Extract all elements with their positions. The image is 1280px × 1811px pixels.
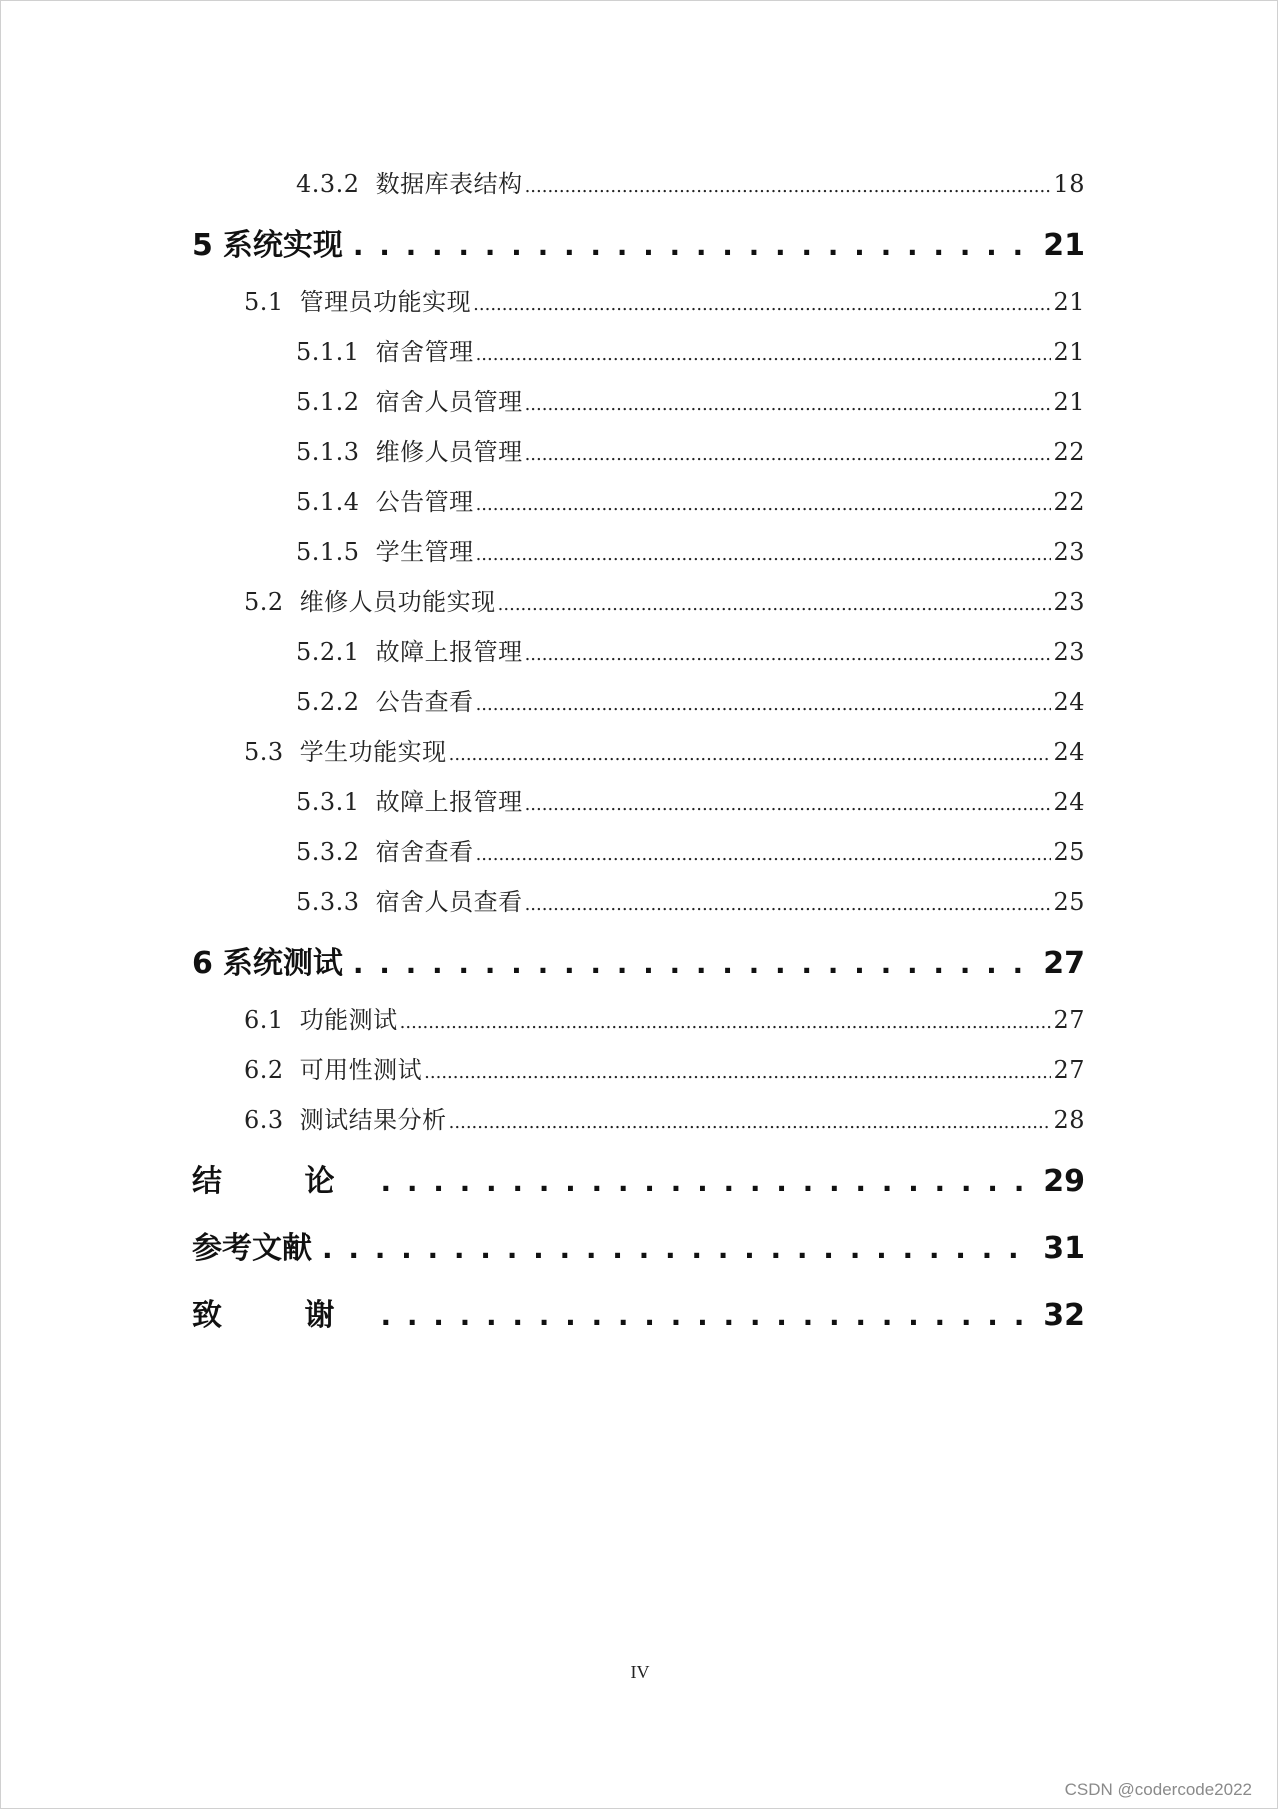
toc-entry-label: 公告管理: [375, 488, 474, 516]
toc-entry-number: 6.1: [244, 1006, 284, 1034]
toc-chapter-page: 29: [1043, 1164, 1085, 1199]
toc-leader-dots: [525, 638, 1052, 666]
toc-leader-dots: [476, 488, 1052, 516]
toc-entry-title: [296, 882, 523, 917]
toc-chapter-title: [192, 938, 343, 982]
toc-entry-title: [296, 832, 474, 867]
toc-entry-number: 6.3: [244, 1106, 284, 1134]
toc-entry-page: 24: [1053, 788, 1085, 816]
toc-entry-5-3-3[interactable]: [296, 882, 1085, 917]
toc-entry-page: 25: [1053, 838, 1085, 866]
toc-entry-number: 5.1: [244, 288, 284, 316]
toc-entry-5-2-2[interactable]: [296, 682, 1085, 717]
toc-entry-label: 数据库表结构: [375, 170, 523, 198]
toc-entry-page: 23: [1053, 588, 1085, 616]
toc-leader-dots: [400, 1006, 1052, 1034]
toc-entry-page: 21: [1053, 388, 1085, 416]
toc-chapter-page: 31: [1043, 1231, 1085, 1266]
toc-entry-label: 管理员功能实现: [299, 288, 472, 316]
toc-entry-title: [244, 1000, 398, 1035]
toc-leader-dots: [353, 946, 1033, 981]
toc-leader-dots: [525, 388, 1052, 416]
toc-entry-number: 5.2.1: [296, 638, 360, 666]
toc-entry-5-2-1[interactable]: [296, 632, 1085, 667]
toc-entry-title: [296, 382, 523, 417]
toc-chapter-label: 系统测试: [222, 946, 343, 981]
toc-chapter-number: 5: [192, 228, 213, 263]
toc-entry-title: [244, 1050, 422, 1085]
toc-entry-page: 23: [1053, 538, 1085, 566]
toc-leader-dots: [476, 838, 1052, 866]
toc-entry-title: [296, 332, 474, 367]
toc-entry-6-3[interactable]: [244, 1100, 1085, 1135]
toc-entry-5-1-5[interactable]: [296, 532, 1085, 567]
toc-entry-title: [296, 632, 523, 667]
toc-leader-dots: [498, 588, 1052, 616]
toc-entry-title: [296, 432, 523, 467]
toc-entry-number: 5.1.1: [296, 338, 360, 366]
toc-entry-number: 5.2.2: [296, 688, 360, 716]
toc-entry-number: 4.3.2: [296, 170, 360, 198]
toc-entry-page: 27: [1053, 1056, 1085, 1084]
toc-entry-number: 5.3.2: [296, 838, 360, 866]
watermark: CSDN @codercode2022: [1064, 1780, 1252, 1799]
toc-entry-5-3-1[interactable]: [296, 782, 1085, 817]
toc-entry-page: 18: [1053, 170, 1085, 198]
toc-entry-title: [244, 582, 496, 617]
toc-chapter-label: 致 谢: [192, 1298, 371, 1333]
toc-entry-label: 学生功能实现: [299, 738, 447, 766]
toc-entry-title: [244, 282, 471, 317]
toc-chapter-page: 27: [1043, 946, 1085, 981]
toc-entry-page: 28: [1053, 1106, 1085, 1134]
toc-entry-6-1[interactable]: [244, 1000, 1085, 1035]
toc-entry-page: 25: [1053, 888, 1085, 916]
toc-entry-page: 22: [1053, 488, 1085, 516]
toc-entry-number: 5.3.1: [296, 788, 360, 816]
toc-entry-label: 维修人员功能实现: [299, 588, 496, 616]
toc-entry-number: 5.1.4: [296, 488, 360, 516]
toc-leader-dots: [476, 688, 1052, 716]
toc-entry-label: 宿舍人员管理: [375, 388, 523, 416]
toc-chapter-page: 32: [1043, 1298, 1085, 1333]
toc-chapter-label: 系统实现: [222, 228, 343, 263]
toc-entry-label: 宿舍管理: [375, 338, 474, 366]
toc-chapter-conclusion[interactable]: [192, 1156, 1085, 1200]
toc-entry-title: [296, 682, 474, 717]
toc-leader-dots: [525, 170, 1052, 198]
toc-entry-page: 27: [1053, 1006, 1085, 1034]
toc-entry-5-3[interactable]: [244, 732, 1085, 767]
toc-entry-5-1[interactable]: [244, 282, 1085, 317]
toc-chapter-title: [192, 220, 343, 264]
toc-entry-label: 公告查看: [375, 688, 474, 716]
toc-entry-number: 6.2: [244, 1056, 284, 1084]
toc-entry-number: 5.3: [244, 738, 284, 766]
toc-leader-dots: [476, 538, 1052, 566]
toc-entry-5-2[interactable]: [244, 582, 1085, 617]
toc-entry-number: 5.3.3: [296, 888, 360, 916]
toc-entry-title: [296, 164, 523, 199]
toc-entry-5-1-2[interactable]: [296, 382, 1085, 417]
toc-entry-title: [296, 782, 523, 817]
toc-entry-5-1-3[interactable]: [296, 432, 1085, 467]
toc-chapter-page: 21: [1043, 228, 1085, 263]
toc-leader-dots: [380, 1164, 1033, 1199]
toc-entry-label: 学生管理: [375, 538, 474, 566]
toc-entry-title: [244, 732, 447, 767]
toc-entry-page: 24: [1053, 738, 1085, 766]
toc-entry-page: 23: [1053, 638, 1085, 666]
toc-entry-label: 故障上报管理: [375, 638, 523, 666]
toc-entry-label: 维修人员管理: [375, 438, 523, 466]
toc-entry-page: 21: [1053, 288, 1085, 316]
page-number: IV: [630, 1662, 650, 1682]
toc-leader-dots: [476, 338, 1052, 366]
toc-chapter-acknowledgements[interactable]: [192, 1290, 1085, 1334]
toc-entry-6-2[interactable]: [244, 1050, 1085, 1085]
toc-chapter-6[interactable]: [192, 938, 1085, 982]
toc-chapter-label: 参考文献: [192, 1231, 312, 1266]
toc-entry-title: [244, 1100, 447, 1135]
toc-entry-4-3-2[interactable]: [296, 164, 1085, 199]
toc-leader-dots: [525, 438, 1052, 466]
toc-entry-label: 功能测试: [299, 1006, 398, 1034]
toc-entry-number: 5.1.3: [296, 438, 360, 466]
toc-leader-dots: [473, 288, 1051, 316]
toc-leader-dots: [380, 1298, 1033, 1333]
toc-entry-label: 故障上报管理: [375, 788, 523, 816]
toc-chapter-5[interactable]: [192, 220, 1085, 264]
toc-entry-page: 21: [1053, 338, 1085, 366]
toc-entry-number: 5.2: [244, 588, 284, 616]
toc-entry-number: 5.1.5: [296, 538, 360, 566]
toc-entry-label: 可用性测试: [299, 1056, 423, 1084]
toc-leader-dots: [353, 228, 1033, 263]
toc-leader-dots: [525, 888, 1052, 916]
toc-entry-5-3-2[interactable]: [296, 832, 1085, 867]
toc-entry-label: 宿舍人员查看: [375, 888, 523, 916]
toc-chapter-number: 6: [192, 946, 213, 981]
toc-entry-page: 24: [1053, 688, 1085, 716]
toc-entry-5-1-1[interactable]: [296, 332, 1085, 367]
toc-entry-label: 宿舍查看: [375, 838, 474, 866]
toc-leader-dots: [449, 738, 1052, 766]
toc-chapter-references[interactable]: [192, 1223, 1085, 1267]
toc-chapter-label: 结 论: [192, 1164, 371, 1199]
toc-leader-dots: [525, 788, 1052, 816]
toc-leader-dots: [424, 1056, 1051, 1084]
toc-entry-page: 22: [1053, 438, 1085, 466]
toc-leader-dots: [322, 1231, 1033, 1266]
toc-entry-title: [296, 532, 474, 567]
toc-entry-title: [296, 482, 474, 517]
toc-entry-5-1-4[interactable]: [296, 482, 1085, 517]
toc-entry-number: 5.1.2: [296, 388, 360, 416]
toc-leader-dots: [449, 1106, 1052, 1134]
toc-entry-label: 测试结果分析: [299, 1106, 447, 1134]
